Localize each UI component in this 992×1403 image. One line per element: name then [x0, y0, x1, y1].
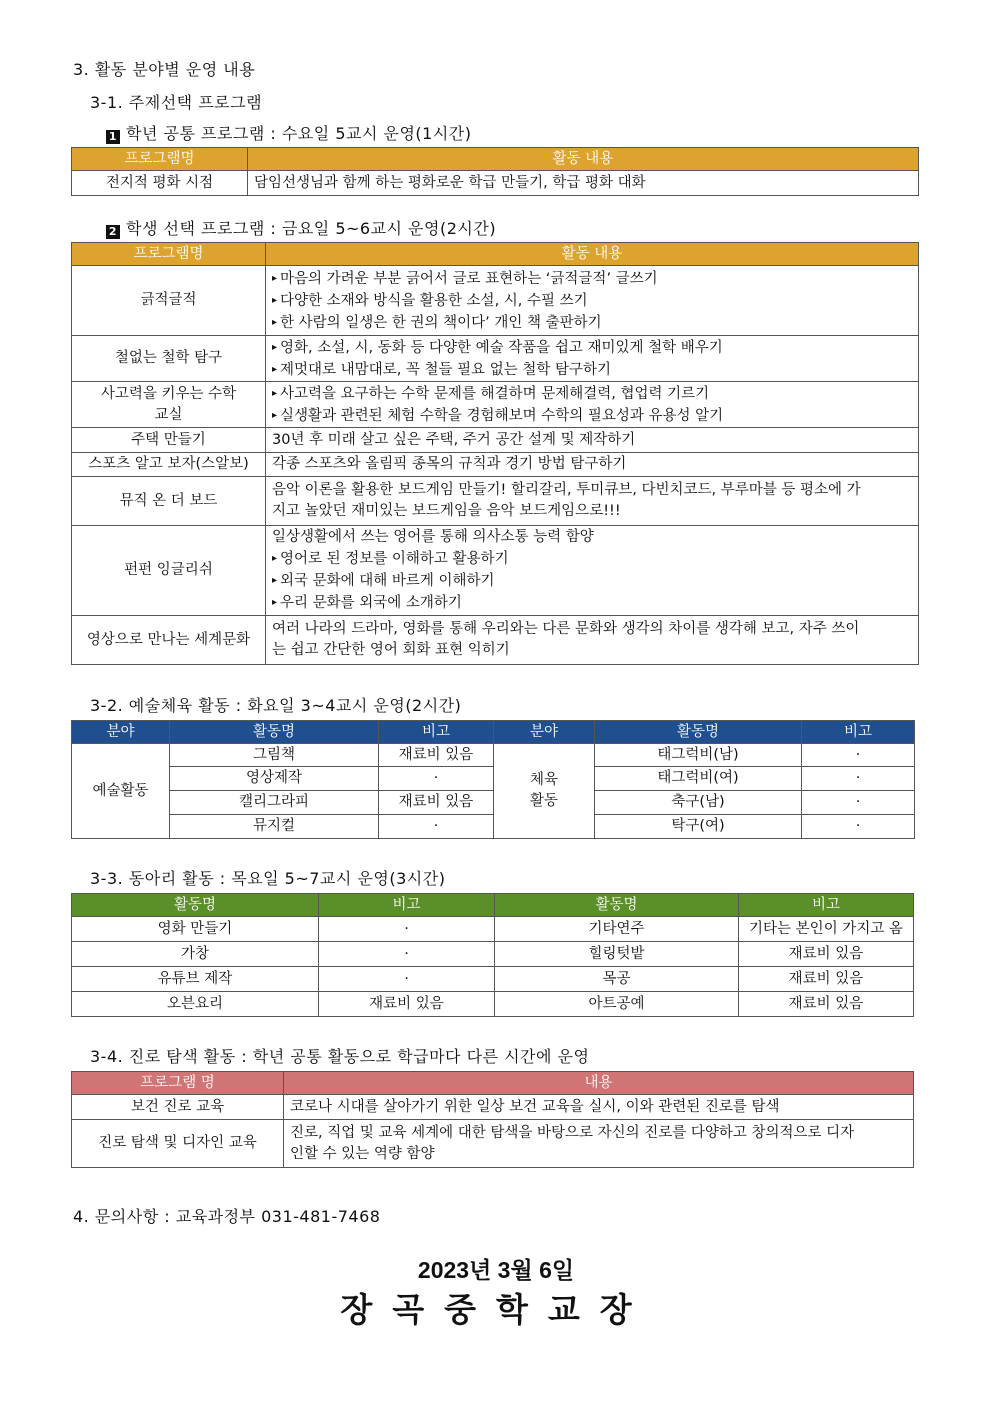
- common-program-table: [71, 147, 919, 196]
- note-cell: ·: [802, 744, 915, 767]
- activity-cell: [266, 336, 919, 382]
- field-line: 체육: [529, 772, 558, 788]
- content-line: 인할 수 있는 역량 함양: [290, 1145, 435, 1162]
- elective-program-table: [71, 242, 919, 665]
- activity-name-cell: 뮤지컬: [170, 815, 379, 839]
- program-name-cell: 보건 진로 교육: [72, 1095, 284, 1120]
- table-header-row: [72, 148, 919, 171]
- activity-cell: [266, 477, 919, 526]
- bullet-line: ▸ 영화, 소설, 시, 동화 등 다양한 예술 작품을 쉽고 재미있게 철학 배우기: [272, 337, 912, 359]
- note-cell: ·: [319, 917, 495, 942]
- bullet-line: ▸ 실생활과 관련된 체험 수학을 경험해보며 수학의 필요성과 유용성 알기: [272, 405, 912, 427]
- activity-name-cell: 유튜브 제작: [72, 967, 319, 992]
- section-4-contact: 4. 문의사항 : 교육과정부 031-481-7468: [73, 1207, 381, 1226]
- program-name-cell: 긁적글적: [72, 266, 266, 336]
- header-activity-name: 활동명: [72, 894, 319, 917]
- header-activity-name: 활동명: [595, 721, 802, 744]
- activity-name-cell: 오븐요리: [72, 992, 319, 1017]
- header-program-name: 프로그램명: [72, 148, 248, 171]
- table-row: [72, 266, 919, 336]
- activity-name-cell: 영상제작: [170, 767, 379, 791]
- section-3-2-title: 3-2. 예술체육 활동 : 화요일 3~4교시 운영(2시간): [90, 696, 462, 715]
- table-row: [72, 453, 919, 477]
- activity-name-cell: 가창: [72, 942, 319, 967]
- school-principal: 장곡중학교장: [340, 1290, 652, 1329]
- header-note: 비고: [319, 894, 495, 917]
- header-field: 분야: [494, 721, 595, 744]
- activity-line: 지고 놀았던 재미있는 보드게임을 음악 보드게임으로!!!: [272, 503, 621, 519]
- number-marker-1: 1: [106, 130, 120, 144]
- table-row: [72, 942, 914, 967]
- activity-cell: [266, 526, 919, 616]
- program-name-cell: 주택 만들기: [72, 428, 266, 453]
- program-name-cell: 철없는 철학 탐구: [72, 336, 266, 382]
- field-cell-sports: [494, 744, 595, 839]
- document-date: 2023년 3월 6일: [417, 1257, 575, 1283]
- note-cell: 기타는 본인이 가지고 옴: [739, 917, 914, 942]
- header-note: 비고: [802, 721, 915, 744]
- table-row: [72, 1120, 914, 1168]
- bullet-line: ▸ 외국 문화에 대해 바르게 이해하기: [272, 570, 912, 592]
- activity-cell: [266, 266, 919, 336]
- activity-name-cell: 태그럭비(여): [595, 767, 802, 791]
- note-cell: 재료비 있음: [379, 744, 494, 767]
- field-line: 활동: [529, 793, 558, 809]
- activity-name-cell: 태그럭비(남): [595, 744, 802, 767]
- activity-cell: [266, 616, 919, 665]
- club-table: [71, 893, 914, 1017]
- activity-cell: 각종 스포츠와 올림픽 종목의 규칙과 경기 방법 탐구하기: [266, 453, 919, 477]
- field-cell-arts: 예술활동: [72, 744, 170, 839]
- note-cell: ·: [379, 815, 494, 839]
- header-activity: 활동 내용: [266, 243, 919, 266]
- activity-name-cell: 영화 만들기: [72, 917, 319, 942]
- table-row: [72, 767, 915, 791]
- activity-cell: 담임선생님과 함께 하는 평화로운 학급 만들기, 학급 평화 대화: [248, 171, 919, 196]
- activity-line: 음악 이론을 활용한 보드게임 만들기! 할리갈리, 투미큐브, 다빈치코드, 부루마블 등 평소에 가: [272, 482, 861, 498]
- section-3-4-title: 3-4. 진로 탐색 활동 : 학년 공통 활동으로 학급마다 다른 시간에 운영: [90, 1047, 590, 1066]
- bullet-line: ▸ 마음의 가려운 부분 긁어서 글로 표현하는 ‘긁적글적’ 글쓰기: [272, 268, 912, 290]
- table-header-row: [72, 721, 915, 744]
- header-note: 비고: [379, 721, 494, 744]
- number-marker-2: 2: [106, 225, 120, 239]
- activity-name-cell: 기타연주: [495, 917, 739, 942]
- table-row: [72, 992, 914, 1017]
- program-name-cell: 영상으로 만나는 세계문화: [72, 616, 266, 665]
- bullet-line: ▸ 다양한 소재와 방식을 활용한 소설, 시, 수필 쓰기: [272, 290, 912, 312]
- table-row: [72, 917, 914, 942]
- table-row: [72, 791, 915, 815]
- header-field: 분야: [72, 721, 170, 744]
- note-cell: ·: [319, 967, 495, 992]
- note-cell: ·: [802, 815, 915, 839]
- program-name-line: 교실: [154, 406, 183, 423]
- content-cell: [284, 1120, 914, 1168]
- note-cell: ·: [802, 791, 915, 815]
- header-content: 내용: [284, 1072, 914, 1095]
- program-name-cell: 스포츠 알고 보자(스알보): [72, 453, 266, 477]
- content-cell: 코로나 시대를 살아가기 위한 일상 보건 교육을 실시, 이와 관련된 진로를 탐색: [284, 1095, 914, 1120]
- bullet-line: ▸ 영어로 된 정보를 이해하고 활용하기: [272, 548, 912, 570]
- program-name-line: 사고력을 키우는 수학: [100, 385, 237, 402]
- table-row: [72, 336, 919, 382]
- note-cell: 재료비 있음: [739, 992, 914, 1017]
- activity-name-cell: 그림책: [170, 744, 379, 767]
- section-3-1-title: 3-1. 주제선택 프로그램: [90, 93, 263, 112]
- elective-program-title: 학생 선택 프로그램 : 금요일 5~6교시 운영(2시간): [126, 219, 497, 238]
- table-row: [72, 744, 915, 767]
- bullet-line: ▸ 우리 문화를 외국에 소개하기: [272, 592, 912, 614]
- program-name-cell: 진로 탐색 및 디자인 교육: [72, 1120, 284, 1168]
- program-name-cell: [72, 382, 266, 428]
- table-header-row: [72, 243, 919, 266]
- table-row: [72, 1095, 914, 1120]
- table-header-row: [72, 1072, 914, 1095]
- bullet-line: ▸ 사고력을 요구하는 수학 문제를 해결하며 문제해결력, 협업력 기르기: [272, 383, 912, 405]
- bullet-line: ▸ 한 사람의 일생은 한 권의 책이다’ 개인 책 출판하기: [272, 312, 912, 334]
- elective-program-heading: [106, 216, 496, 239]
- activity-name-cell: 탁구(여): [595, 815, 802, 839]
- program-name-cell: 뮤직 온 더 보드: [72, 477, 266, 526]
- bullet-line: ▸ 제멋대로 내맘대로, 꼭 철들 필요 없는 철학 탐구하기: [272, 359, 912, 381]
- table-row: [72, 616, 919, 665]
- note-cell: 재료비 있음: [739, 942, 914, 967]
- table-row: [72, 815, 915, 839]
- activity-name-cell: 아트공예: [495, 992, 739, 1017]
- note-cell: ·: [319, 942, 495, 967]
- activity-name-cell: 축구(남): [595, 791, 802, 815]
- table-row: [72, 967, 914, 992]
- table-row: [72, 526, 919, 616]
- section-3-title: 3. 활동 분야별 운영 내용: [73, 60, 256, 79]
- content-line: 진로, 직업 및 교육 세계에 대한 탐색을 바탕으로 자신의 진로를 다양하고 창의적으로 디자: [290, 1124, 855, 1141]
- header-activity: 활동 내용: [248, 148, 919, 171]
- section-3-3-title: 3-3. 동아리 활동 : 목요일 5~7교시 운영(3시간): [90, 869, 446, 888]
- activity-line: 여러 나라의 드라마, 영화를 통해 우리와는 다른 문화와 생각의 차이를 생각해 보고, 자주 쓰이: [272, 621, 860, 637]
- career-table: [71, 1071, 914, 1168]
- arts-sports-table: [71, 720, 915, 839]
- program-name-cell: 펀펀 잉글리쉬: [72, 526, 266, 616]
- activity-cell: 30년 후 미래 살고 싶은 주택, 주거 공간 설계 및 제작하기: [266, 428, 919, 453]
- note-cell: ·: [379, 767, 494, 791]
- activity-name-cell: 힐링텃밭: [495, 942, 739, 967]
- common-program-title: 학년 공통 프로그램 : 수요일 5교시 운영(1시간): [126, 124, 472, 143]
- program-name-cell: 전지적 평화 시점: [72, 171, 248, 196]
- table-header-row: [72, 894, 914, 917]
- table-row: [72, 171, 919, 196]
- activity-line: 는 쉽고 간단한 영어 회화 표현 익히기: [272, 642, 510, 658]
- activity-cell: [266, 382, 919, 428]
- common-program-heading: [106, 121, 472, 144]
- note-cell: 재료비 있음: [739, 967, 914, 992]
- table-row: [72, 477, 919, 526]
- activity-line: 일상생활에서 쓰는 영어를 통해 의사소통 능력 함양: [272, 529, 594, 545]
- activity-name-cell: 목공: [495, 967, 739, 992]
- table-row: [72, 428, 919, 453]
- header-program-name: 프로그램 명: [72, 1072, 284, 1095]
- note-cell: ·: [802, 767, 915, 791]
- note-cell: 재료비 있음: [379, 791, 494, 815]
- note-cell: 재료비 있음: [319, 992, 495, 1017]
- activity-name-cell: 캘리그라피: [170, 791, 379, 815]
- header-note: 비고: [739, 894, 914, 917]
- header-program-name: 프로그램명: [72, 243, 266, 266]
- table-row: [72, 382, 919, 428]
- header-activity-name: 활동명: [170, 721, 379, 744]
- header-activity-name: 활동명: [495, 894, 739, 917]
